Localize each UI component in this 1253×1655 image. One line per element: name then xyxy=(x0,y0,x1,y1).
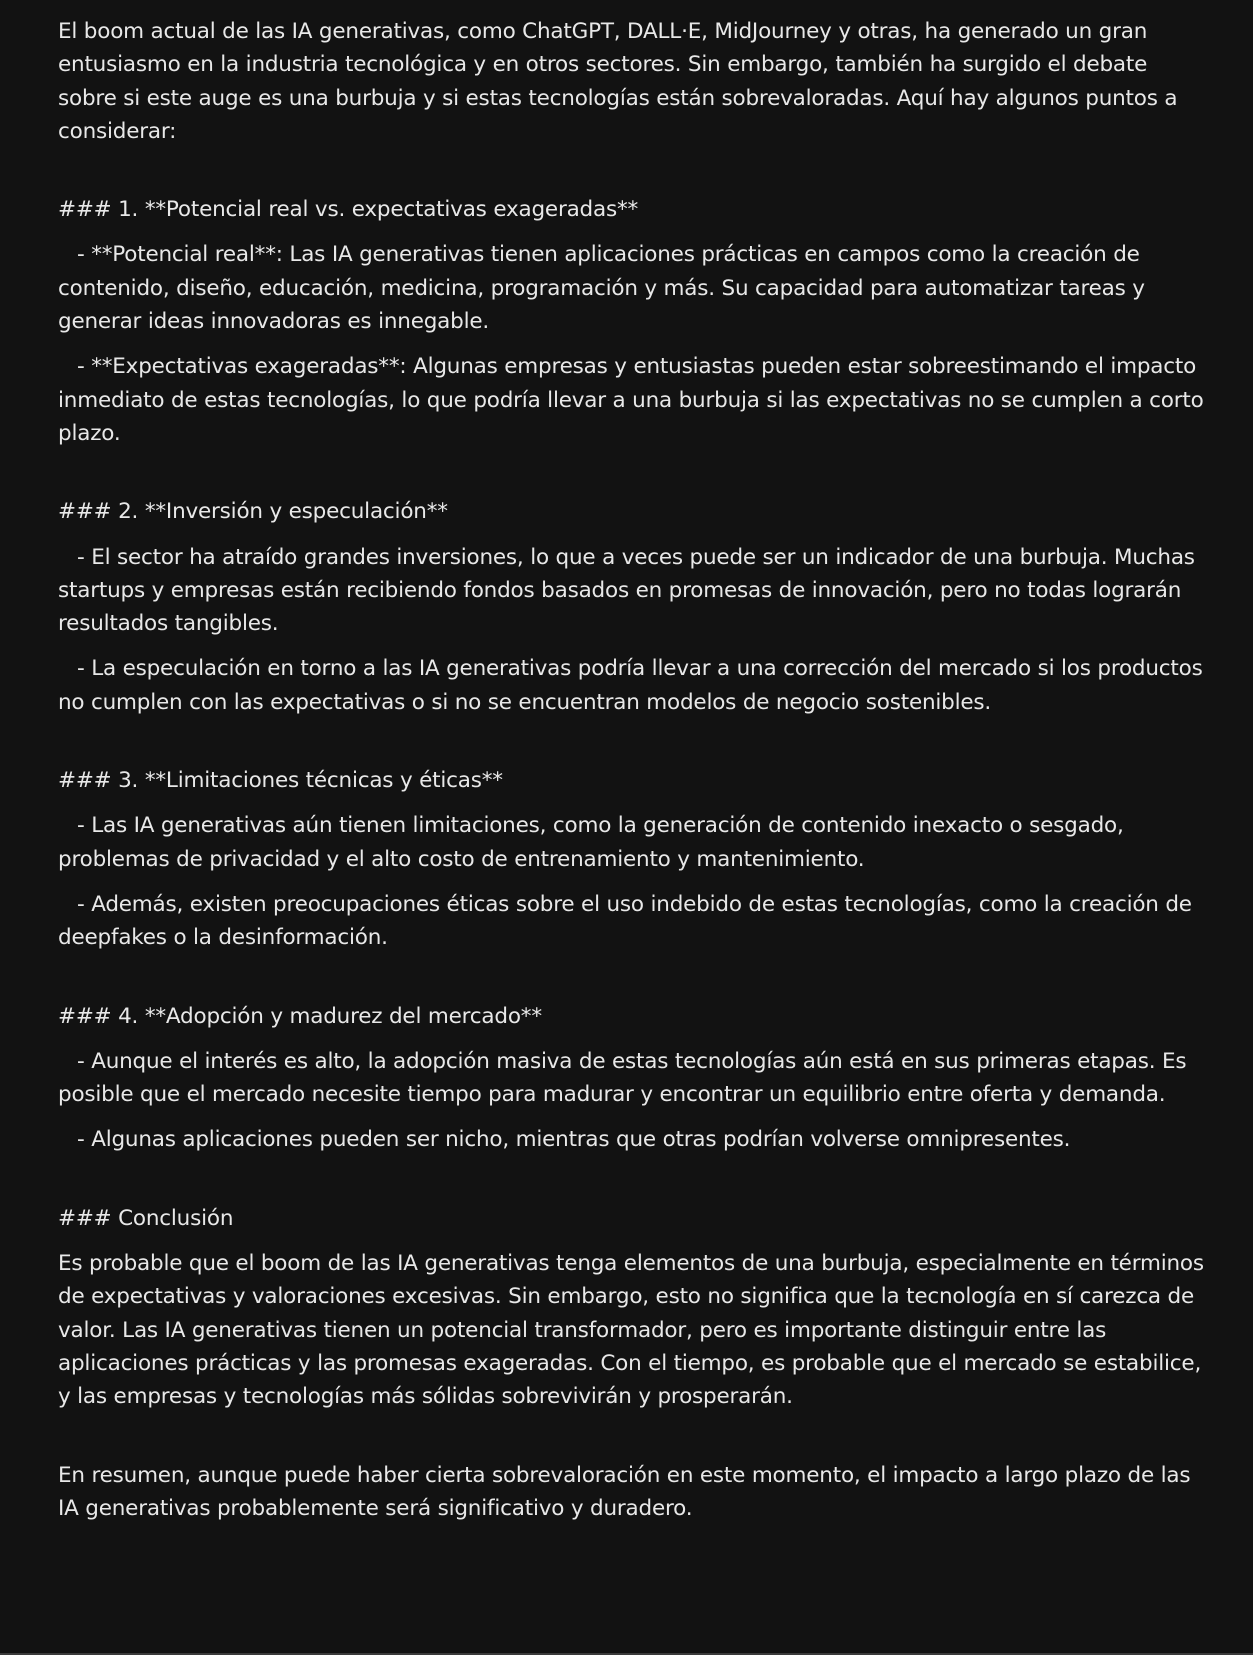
intro-paragraph: El boom actual de las IA generativas, como ChatGPT, DALL·E, MidJourney y otras, ha generado un gran entusiasmo en la industria tecnológica y en otros sectores. Sin embargo, también ha surgido el debate sobre si este auge es una burbuja y si estas tecnologías están sobrevaloradas. Aquí hay algunos puntos a considerar: xyxy=(58,19,1178,144)
section-2-bullet-2: - La especulación en torno a las IA generativas podría llevar a una corrección del mercado si los productos no cumplen con las expectativas o si no se encuentran modelos de negocio sostenibles. xyxy=(58,656,1203,715)
section-3-bullet-1: - Las IA generativas aún tienen limitaciones, como la generación de contenido inexacto o sesgado, problemas de privacidad y el alto costo de entrenamiento y mantenimiento. xyxy=(58,813,1124,872)
section-4-bullet-1: - Aunque el interés es alto, la adopción masiva de estas tecnologías aún está en sus primeras etapas. Es posible que el mercado necesite tiempo para madurar y encontrar un equilibrio entre oferta y demanda. xyxy=(58,1048,1187,1108)
section-1-heading: ### 1. **Potencial real vs. expectativas exageradas** xyxy=(58,197,639,223)
section-2-heading: ### 2. **Inversión y especulación** xyxy=(58,499,448,525)
section-4-heading: ### 4. **Adopción y madurez del mercado** xyxy=(58,1003,542,1029)
conclusion-heading: ### Conclusión xyxy=(58,1205,234,1231)
section-4-bullet-2: - Algunas aplicaciones pueden ser nicho, mientras que otras podrían volverse omnipresentes. xyxy=(77,1127,1071,1153)
section-3-bullet-2: - Además, existen preocupaciones éticas sobre el uso indebido de estas tecnologías, como la creación de deepfakes o la desinformación. xyxy=(58,891,1192,951)
message-body xyxy=(58,15,1208,1525)
section-3-heading: ### 3. **Limitaciones técnicas y éticas** xyxy=(58,768,503,794)
section-1-bullet-2: - **Expectativas exageradas**: Algunas empresas y entusiastas pueden estar sobreestimando el impacto inmediato de estas tecnologías, lo que podría llevar a una burbuja si las expectativas no se cumplen a corto plazo. xyxy=(58,354,1204,446)
section-2-bullet-1: - El sector ha atraído grandes inversiones, lo que a veces puede ser un indicador de una burbuja. Muchas startups y empresas están recibiendo fondos basados en promesas de innovación, pero no todas lograrán resultados tangibles. xyxy=(58,544,1195,637)
section-1-bullet-1: - **Potencial real**: Las IA generativas tienen aplicaciones prácticas en campos como la creación de contenido, diseño, educación, medicina, programación y más. Su capacidad para automatizar tareas y generar ideas innovadoras es innegable. xyxy=(58,242,1145,335)
conclusion-paragraph: Es probable que el boom de las IA generativas tenga elementos de una burbuja, especialmente en términos de expectativas y valoraciones excesivas. Sin embargo, esto no significa que la tecnología en sí carezca de valor. Las IA generativas tienen un potencial transformador, pero es importante distinguir entre las aplicaciones prácticas y las promesas exageradas. Con el tiempo, es probable que el mercado se estabilice, y las empresas y tecnologías más sólidas sobrevivirán y prosperarán. xyxy=(58,1251,1204,1410)
summary-paragraph: En resumen, aunque puede haber cierta sobrevaloración en este momento, el impacto a largo plazo de las IA generativas probablemente será significativo y duradero. xyxy=(58,1462,1191,1521)
